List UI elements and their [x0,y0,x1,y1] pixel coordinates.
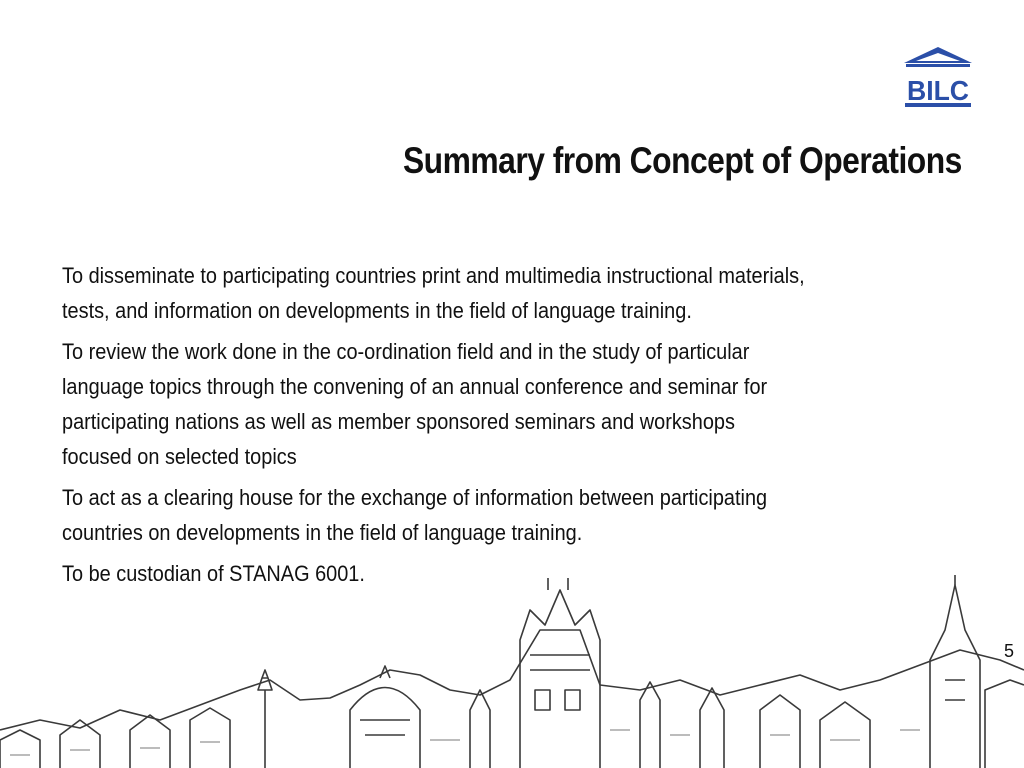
bullet-line: participating nations as well as member sponsored seminars and workshops [62,409,735,434]
bullet-line: To review the work done in the co-ordination field and in the study of particular [62,339,750,364]
bullet-line: focused on selected topics [62,444,297,469]
bullet-line: To be custodian of STANAG 6001. [62,561,365,586]
bullet-item [62,258,947,328]
bullet-line: To disseminate to participating countries print and multimedia instructional materials, [62,263,805,288]
bullet-line: language topics through the convening of an annual conference and seminar for [62,374,768,399]
bullet-line: countries on developments in the field of language training. [62,520,583,545]
bullet-list [62,258,947,597]
bullet-item [62,334,947,474]
bullet-item [62,480,947,550]
bilc-logo [902,45,974,109]
prague-skyline-sketch [0,570,1024,768]
page-number: 5 [1003,641,1014,661]
bullet-line: To act as a clearing house for the exchange of information between participating [62,485,768,510]
bullet-line: tests, and information on developments in the field of language training. [62,298,692,323]
slide-title: Summary from Concept of Operations [403,140,962,181]
logo-text: BILC [907,75,969,106]
